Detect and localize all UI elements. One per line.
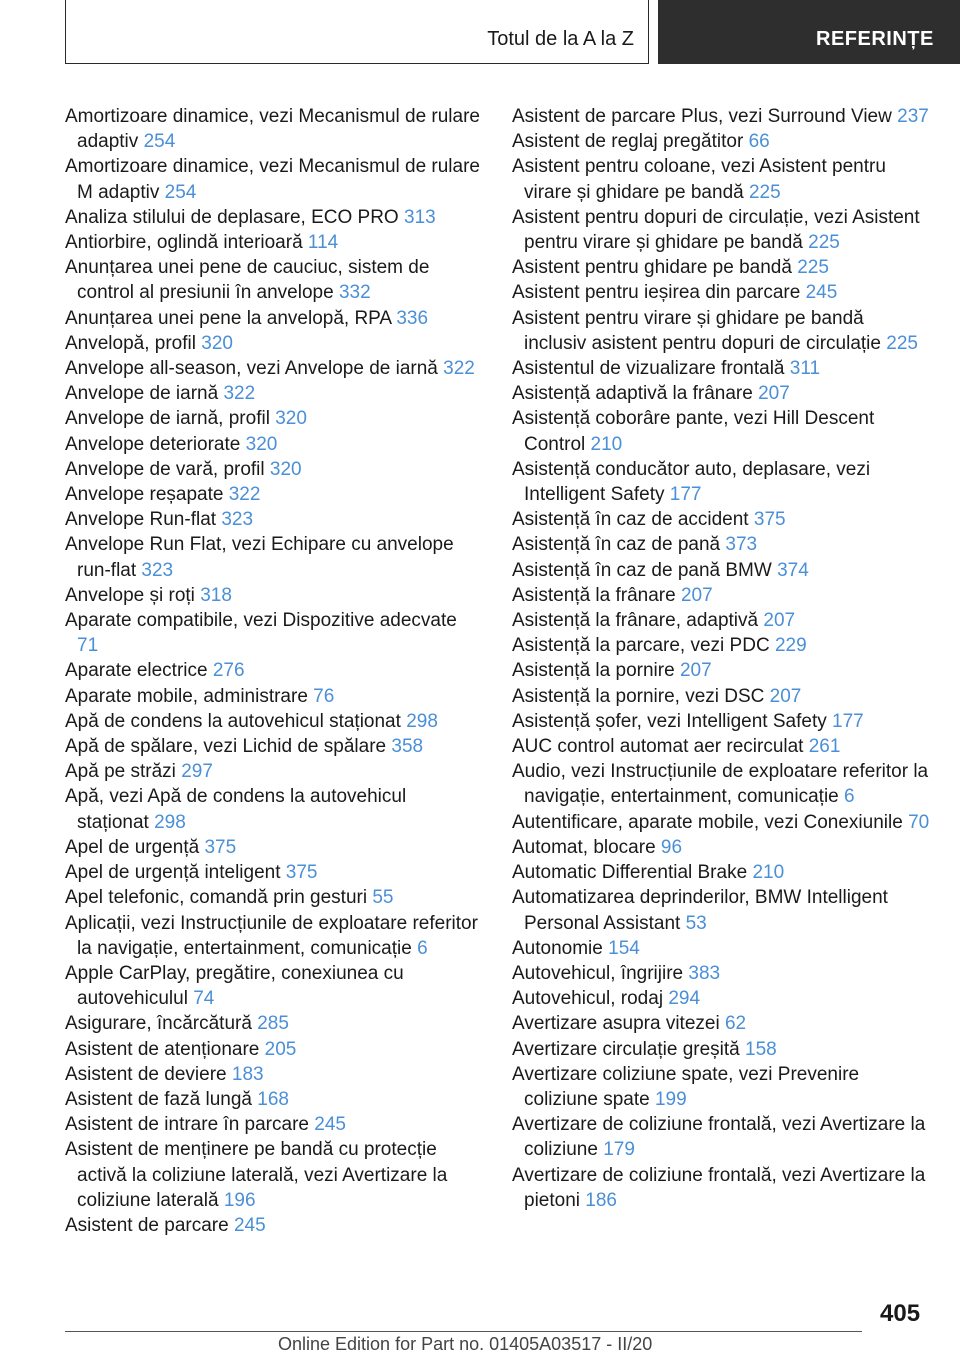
index-entry <box>65 885 483 910</box>
index-entry <box>65 835 483 860</box>
index-entry <box>65 1037 483 1062</box>
index-page-link[interactable]: 53 <box>685 912 707 934</box>
index-page-link[interactable]: 298 <box>406 710 438 732</box>
index-page-link[interactable]: 336 <box>396 307 429 329</box>
index-entry-text: Autentificare, aparate mobile, vezi Conexiunile <box>512 811 903 833</box>
index-entry-text: Anvelope de iarnă, profil <box>65 408 270 430</box>
index-entry <box>65 306 483 331</box>
index-entry <box>65 1011 483 1036</box>
footer-divider <box>65 1331 862 1332</box>
index-entry-text: Asistență la frânare <box>512 584 676 606</box>
index-page-link[interactable]: 373 <box>725 534 758 556</box>
index-page-link[interactable]: 229 <box>774 635 807 657</box>
index-page-link[interactable]: 254 <box>164 181 197 203</box>
index-entry-text: Anvelopă, profil <box>65 332 196 354</box>
index-page-link[interactable]: 313 <box>404 206 436 228</box>
index-entry <box>512 406 930 456</box>
index-entry <box>65 1087 483 1112</box>
index-page-link[interactable]: 207 <box>680 584 713 606</box>
index-entry-text: Asistent de parcare <box>65 1214 229 1236</box>
index-page-link[interactable]: 375 <box>204 836 237 858</box>
index-page-link[interactable]: 298 <box>154 811 186 833</box>
index-entry-text: Audio, vezi Instrucțiunile de exploatare referitor la navigație, entertainment, comunicație <box>512 761 929 808</box>
index-page-link[interactable]: 358 <box>391 736 424 758</box>
index-entry <box>512 154 930 204</box>
index-entry <box>512 810 930 835</box>
index-entry <box>512 633 930 658</box>
index-page-link[interactable]: 245 <box>805 282 838 304</box>
index-page-link[interactable]: 318 <box>200 584 232 606</box>
index-page-link[interactable]: 186 <box>585 1189 617 1211</box>
index-page-link[interactable]: 6 <box>844 786 855 808</box>
index-entry <box>65 154 483 204</box>
index-page-link[interactable]: 245 <box>233 1214 266 1236</box>
index-page-link[interactable]: 375 <box>753 509 786 531</box>
index-entry <box>65 532 483 582</box>
index-entry <box>512 306 930 356</box>
index-entry-text: Apă de spălare, vezi Lichid de spălare <box>65 736 387 758</box>
index-entry-text: AUC control automat aer recirculat <box>512 736 804 758</box>
index-page-link[interactable]: 320 <box>201 332 233 354</box>
index-entry <box>65 406 483 431</box>
index-entry <box>512 1112 930 1162</box>
chapter-tab <box>658 0 960 64</box>
index-entry <box>512 734 930 759</box>
index-entry <box>65 608 483 658</box>
index-entry-text: Asistență la pornire <box>512 660 675 682</box>
index-entry-text: Apă, vezi Apă de condens la autovehicul staționat <box>65 786 407 833</box>
index-page-link[interactable]: 183 <box>231 1063 264 1085</box>
index-page-link[interactable]: 207 <box>763 610 796 632</box>
index-entry-text: Amortizoare dinamice, vezi Mecanismul de rulare adaptiv <box>65 106 480 153</box>
index-entry-text: Analiza stilului de deplasare, ECO PRO <box>65 206 399 228</box>
index-page-link[interactable]: 71 <box>77 635 99 657</box>
index-page-link[interactable]: 225 <box>886 332 918 354</box>
index-page-link[interactable]: 320 <box>275 408 307 430</box>
index-entry-text: Asigurare, încărcătură <box>65 1013 252 1035</box>
index-entry <box>512 658 930 683</box>
index-page-link[interactable]: 261 <box>808 736 841 758</box>
index-page-link[interactable]: 323 <box>141 559 174 581</box>
index-entry-text: Avertizare de coliziune frontală, vezi Avertizare la coliziune <box>512 1114 926 1161</box>
index-page-link[interactable]: 285 <box>257 1013 289 1035</box>
index-page-link[interactable]: 374 <box>777 559 809 581</box>
index-page-link[interactable]: 225 <box>808 232 840 254</box>
index-entry <box>65 1062 483 1087</box>
index-entry <box>512 885 930 935</box>
index-page-link[interactable]: 323 <box>221 509 254 531</box>
index-page-link[interactable]: 96 <box>660 836 683 858</box>
index-entry <box>65 658 483 683</box>
section-title: Totul de la A la Z <box>487 28 634 50</box>
index-entry-text: Asistent pentru coloane, vezi Asistent pentru virare și ghidare pe bandă <box>512 156 886 203</box>
index-page-link[interactable]: 320 <box>269 458 302 480</box>
index-entry-text: Asistență adaptivă la frânare <box>512 383 753 405</box>
index-entry-text: Asistent de intrare în parcare <box>65 1114 309 1136</box>
index-entry-text: Anvelope de vară, profil <box>65 458 265 480</box>
index-entry <box>512 532 930 557</box>
index-entry <box>512 709 930 734</box>
index-page-link[interactable]: 70 <box>908 811 930 833</box>
index-entry-text: Asistență în caz de accident <box>512 509 749 531</box>
index-entry <box>65 356 483 381</box>
index-entry-text: Aparate mobile, administrare <box>65 685 308 707</box>
index-entry <box>512 759 930 809</box>
index-entry <box>65 331 483 356</box>
index-page-link[interactable]: 322 <box>228 484 261 506</box>
index-page-link[interactable]: 6 <box>417 937 428 959</box>
index-entry-text: Asistentul de vizualizare frontală <box>512 358 785 380</box>
index-entry <box>65 860 483 885</box>
index-page-link[interactable]: 62 <box>724 1013 747 1035</box>
index-entry-text: Autovehicul, rodaj <box>512 988 664 1010</box>
index-entry-text: Asistent pentru dopuri de circulație, vezi Asistent pentru virare și ghidare pe bandă <box>512 206 920 254</box>
index-entry <box>65 507 483 532</box>
index-page-link[interactable]: 276 <box>212 660 245 682</box>
index-entry-text: Autonomie <box>512 937 603 959</box>
index-entry-text: Anvelope Run Flat, vezi Echipare cu anvelope run-flat <box>65 534 454 581</box>
index-entry <box>512 1037 930 1062</box>
index-entry-text: Avertizare circulație greșită <box>512 1038 740 1060</box>
index-entry <box>65 230 483 255</box>
index-page-link[interactable]: 199 <box>654 1088 687 1110</box>
index-page-link[interactable]: 207 <box>758 383 790 405</box>
index-page-link[interactable]: 179 <box>603 1139 635 1161</box>
index-page-link[interactable]: 207 <box>679 660 712 682</box>
index-entry <box>65 961 483 1011</box>
index-entry-text: Asistent pentru ieșirea din parcare <box>512 282 801 304</box>
index-entry-text: Aplicații, vezi Instrucțiunile de exploatare referitor la navigație, entertainment, comunicație <box>65 912 478 959</box>
index-entry <box>65 684 483 709</box>
footer-edition: Online Edition for Part no. 01405A03517 - II/20 <box>278 1334 653 1354</box>
index-page-link[interactable]: 207 <box>769 685 802 707</box>
index-entry <box>512 280 930 305</box>
index-entry <box>65 709 483 734</box>
index-page-link[interactable]: 168 <box>257 1088 289 1110</box>
index-entry <box>512 936 930 961</box>
index-page-link[interactable]: 322 <box>223 383 256 405</box>
index-entry-text: Asistență în caz de pană <box>512 534 721 556</box>
index-page-link[interactable]: 225 <box>748 181 781 203</box>
index-entry-text: Apă de condens la autovehicul staționat <box>65 710 401 732</box>
index-page-link[interactable]: 154 <box>608 937 640 959</box>
index-page-link[interactable]: 245 <box>314 1114 346 1136</box>
index-entry <box>512 205 930 255</box>
index-entry-text: Anvelope deteriorate <box>65 433 241 455</box>
index-entry-text: Asistență la parcare, vezi PDC <box>512 635 770 657</box>
index-entry <box>512 961 930 986</box>
index-entry <box>65 784 483 834</box>
index-entry-text: Aparate electrice <box>65 660 208 682</box>
index-entry <box>512 1062 930 1112</box>
index-page-link[interactable]: 66 <box>748 131 770 153</box>
index-entry-text: Asistent pentru ghidare pe bandă <box>512 257 792 279</box>
section-tab <box>65 0 649 64</box>
index-entry-text: Anvelope all-season, vezi Anvelope de iarnă <box>65 358 438 380</box>
chapter-title: REFERINȚE <box>816 28 934 50</box>
index-entry-text: Apel de urgență <box>65 836 200 858</box>
index-entry-text: Avertizare asupra vitezei <box>512 1013 720 1035</box>
index-entry <box>65 734 483 759</box>
index-entry-text: Antiorbire, oglindă interioară <box>65 232 303 254</box>
index-page-link[interactable]: 177 <box>669 484 702 506</box>
index-entry-text: Anvelope reșapate <box>65 484 224 506</box>
index-entry-text: Asistență șofer, vezi Intelligent Safety <box>512 710 827 732</box>
index-entry <box>65 432 483 457</box>
index-entry-text: Apple CarPlay, pregătire, conexiunea cu autovehiculul <box>65 962 404 1010</box>
index-entry <box>65 1112 483 1137</box>
index-entry-text: Aparate compatibile, vezi Dispozitive adecvate <box>65 610 457 632</box>
index-entry <box>512 835 930 860</box>
index-page-link[interactable]: 383 <box>688 962 721 984</box>
index-entry-text: Asistent de menținere pe bandă cu protecție activă la coliziune laterală, vezi Avertizare la coliziune laterală <box>65 1139 448 1211</box>
index-page-link[interactable]: 225 <box>797 257 829 279</box>
index-entry-text: Anunțarea unei pene la anvelopă, RPA <box>65 307 392 329</box>
index-entry <box>512 986 930 1011</box>
index-column-right <box>512 104 930 1213</box>
index-entry-text: Anvelope de iarnă <box>65 383 219 405</box>
index-entry-text: Asistență la pornire, vezi DSC <box>512 685 765 707</box>
index-entry <box>512 104 930 129</box>
index-entry <box>512 129 930 154</box>
index-entry-text: Apel de urgență inteligent <box>65 862 281 884</box>
index-page-link[interactable]: 210 <box>752 862 785 884</box>
index-entry-text: Asistent de atenționare <box>65 1038 260 1060</box>
index-entry-text: Automat, blocare <box>512 836 656 858</box>
index-column-left <box>65 104 483 1238</box>
index-page-link[interactable]: 76 <box>313 685 335 707</box>
index-entry-text: Asistență coborâre pante, vezi Hill Descent Control <box>512 408 875 455</box>
index-entry-text: Anvelope și roți <box>65 584 195 606</box>
index-page-link[interactable]: 237 <box>897 106 929 127</box>
index-entry <box>65 482 483 507</box>
index-entry-text: Anvelope Run-flat <box>65 509 217 531</box>
index-entry <box>512 255 930 280</box>
index-page-link[interactable]: 254 <box>143 131 176 153</box>
index-page-link[interactable]: 332 <box>338 282 371 304</box>
index-entry <box>512 356 930 381</box>
index-entry-text: Avertizare de coliziune frontală, vezi Avertizare la pietoni <box>512 1164 926 1211</box>
index-entry <box>65 457 483 482</box>
index-page-link[interactable]: 311 <box>789 358 821 380</box>
index-entry <box>512 1163 930 1213</box>
index-entry <box>65 381 483 406</box>
index-entry <box>512 381 930 406</box>
page-number: 405 <box>880 1300 921 1327</box>
index-entry <box>65 255 483 305</box>
index-page-link[interactable]: 55 <box>372 887 394 909</box>
index-page-link[interactable]: 210 <box>590 433 623 455</box>
index-entry-text: Asistență la frânare, adaptivă <box>512 610 759 632</box>
index-page-link[interactable]: 196 <box>223 1189 256 1211</box>
index-entry <box>512 583 930 608</box>
index-entry <box>65 1213 483 1238</box>
index-entry-text: Asistent de deviere <box>65 1063 227 1085</box>
index-entry <box>65 205 483 230</box>
index-entry-text: Automatizarea deprinderilor, BMW Intelligent Personal Assistant <box>512 887 888 934</box>
index-entry <box>512 507 930 532</box>
index-page-link[interactable]: 74 <box>193 988 215 1010</box>
index-page-link[interactable]: 320 <box>245 433 278 455</box>
index-entry-text: Anunțarea unei pene de cauciuc, sistem de control al presiunii în anvelope <box>65 257 430 304</box>
index-entry-text: Avertizare coliziune spate, vezi Prevenire coliziune spate <box>512 1063 860 1110</box>
index-page-link[interactable]: 375 <box>285 862 318 884</box>
index-page-link[interactable]: 114 <box>307 232 339 254</box>
index-entry-text: Asistent de fază lungă <box>65 1088 252 1110</box>
index-entry-text: Asistent pentru virare și ghidare pe bandă inclusiv asistent pentru dopuri de circulație <box>512 307 881 354</box>
index-entry <box>512 684 930 709</box>
index-entry-text: Apă pe străzi <box>65 761 176 783</box>
index-entry-text: Amortizoare dinamice, vezi Mecanismul de rulare M adaptiv <box>65 156 480 203</box>
index-page-link[interactable]: 205 <box>264 1038 297 1060</box>
index-entry <box>512 1011 930 1036</box>
index-entry <box>512 860 930 885</box>
index-entry-text: Asistent de parcare Plus, vezi Surround View <box>512 106 892 127</box>
index-entry-text: Asistență conducător auto, deplasare, vezi Intelligent Safety <box>512 458 871 506</box>
index-page-link[interactable]: 177 <box>832 710 864 732</box>
index-entry <box>65 104 483 154</box>
index-entry <box>65 911 483 961</box>
index-page-link[interactable]: 297 <box>181 761 213 783</box>
index-entry-text: Asistență în caz de pană BMW <box>512 559 772 581</box>
index-entry-text: Automatic Differential Brake <box>512 862 748 884</box>
index-entry-text: Autovehicul, îngrijire <box>512 962 684 984</box>
index-page-link[interactable]: 322 <box>443 358 475 380</box>
index-entry <box>512 608 930 633</box>
index-entry <box>512 457 930 507</box>
index-page-link[interactable]: 158 <box>745 1038 777 1060</box>
index-entry <box>512 558 930 583</box>
index-page-link[interactable]: 294 <box>668 988 701 1010</box>
index-entry-text: Apel telefonic, comandă prin gesturi <box>65 887 368 909</box>
index-entry <box>65 759 483 784</box>
index-entry <box>65 1137 483 1213</box>
index-entry <box>65 583 483 608</box>
index-entry-text: Asistent de reglaj pregătitor <box>512 131 744 153</box>
